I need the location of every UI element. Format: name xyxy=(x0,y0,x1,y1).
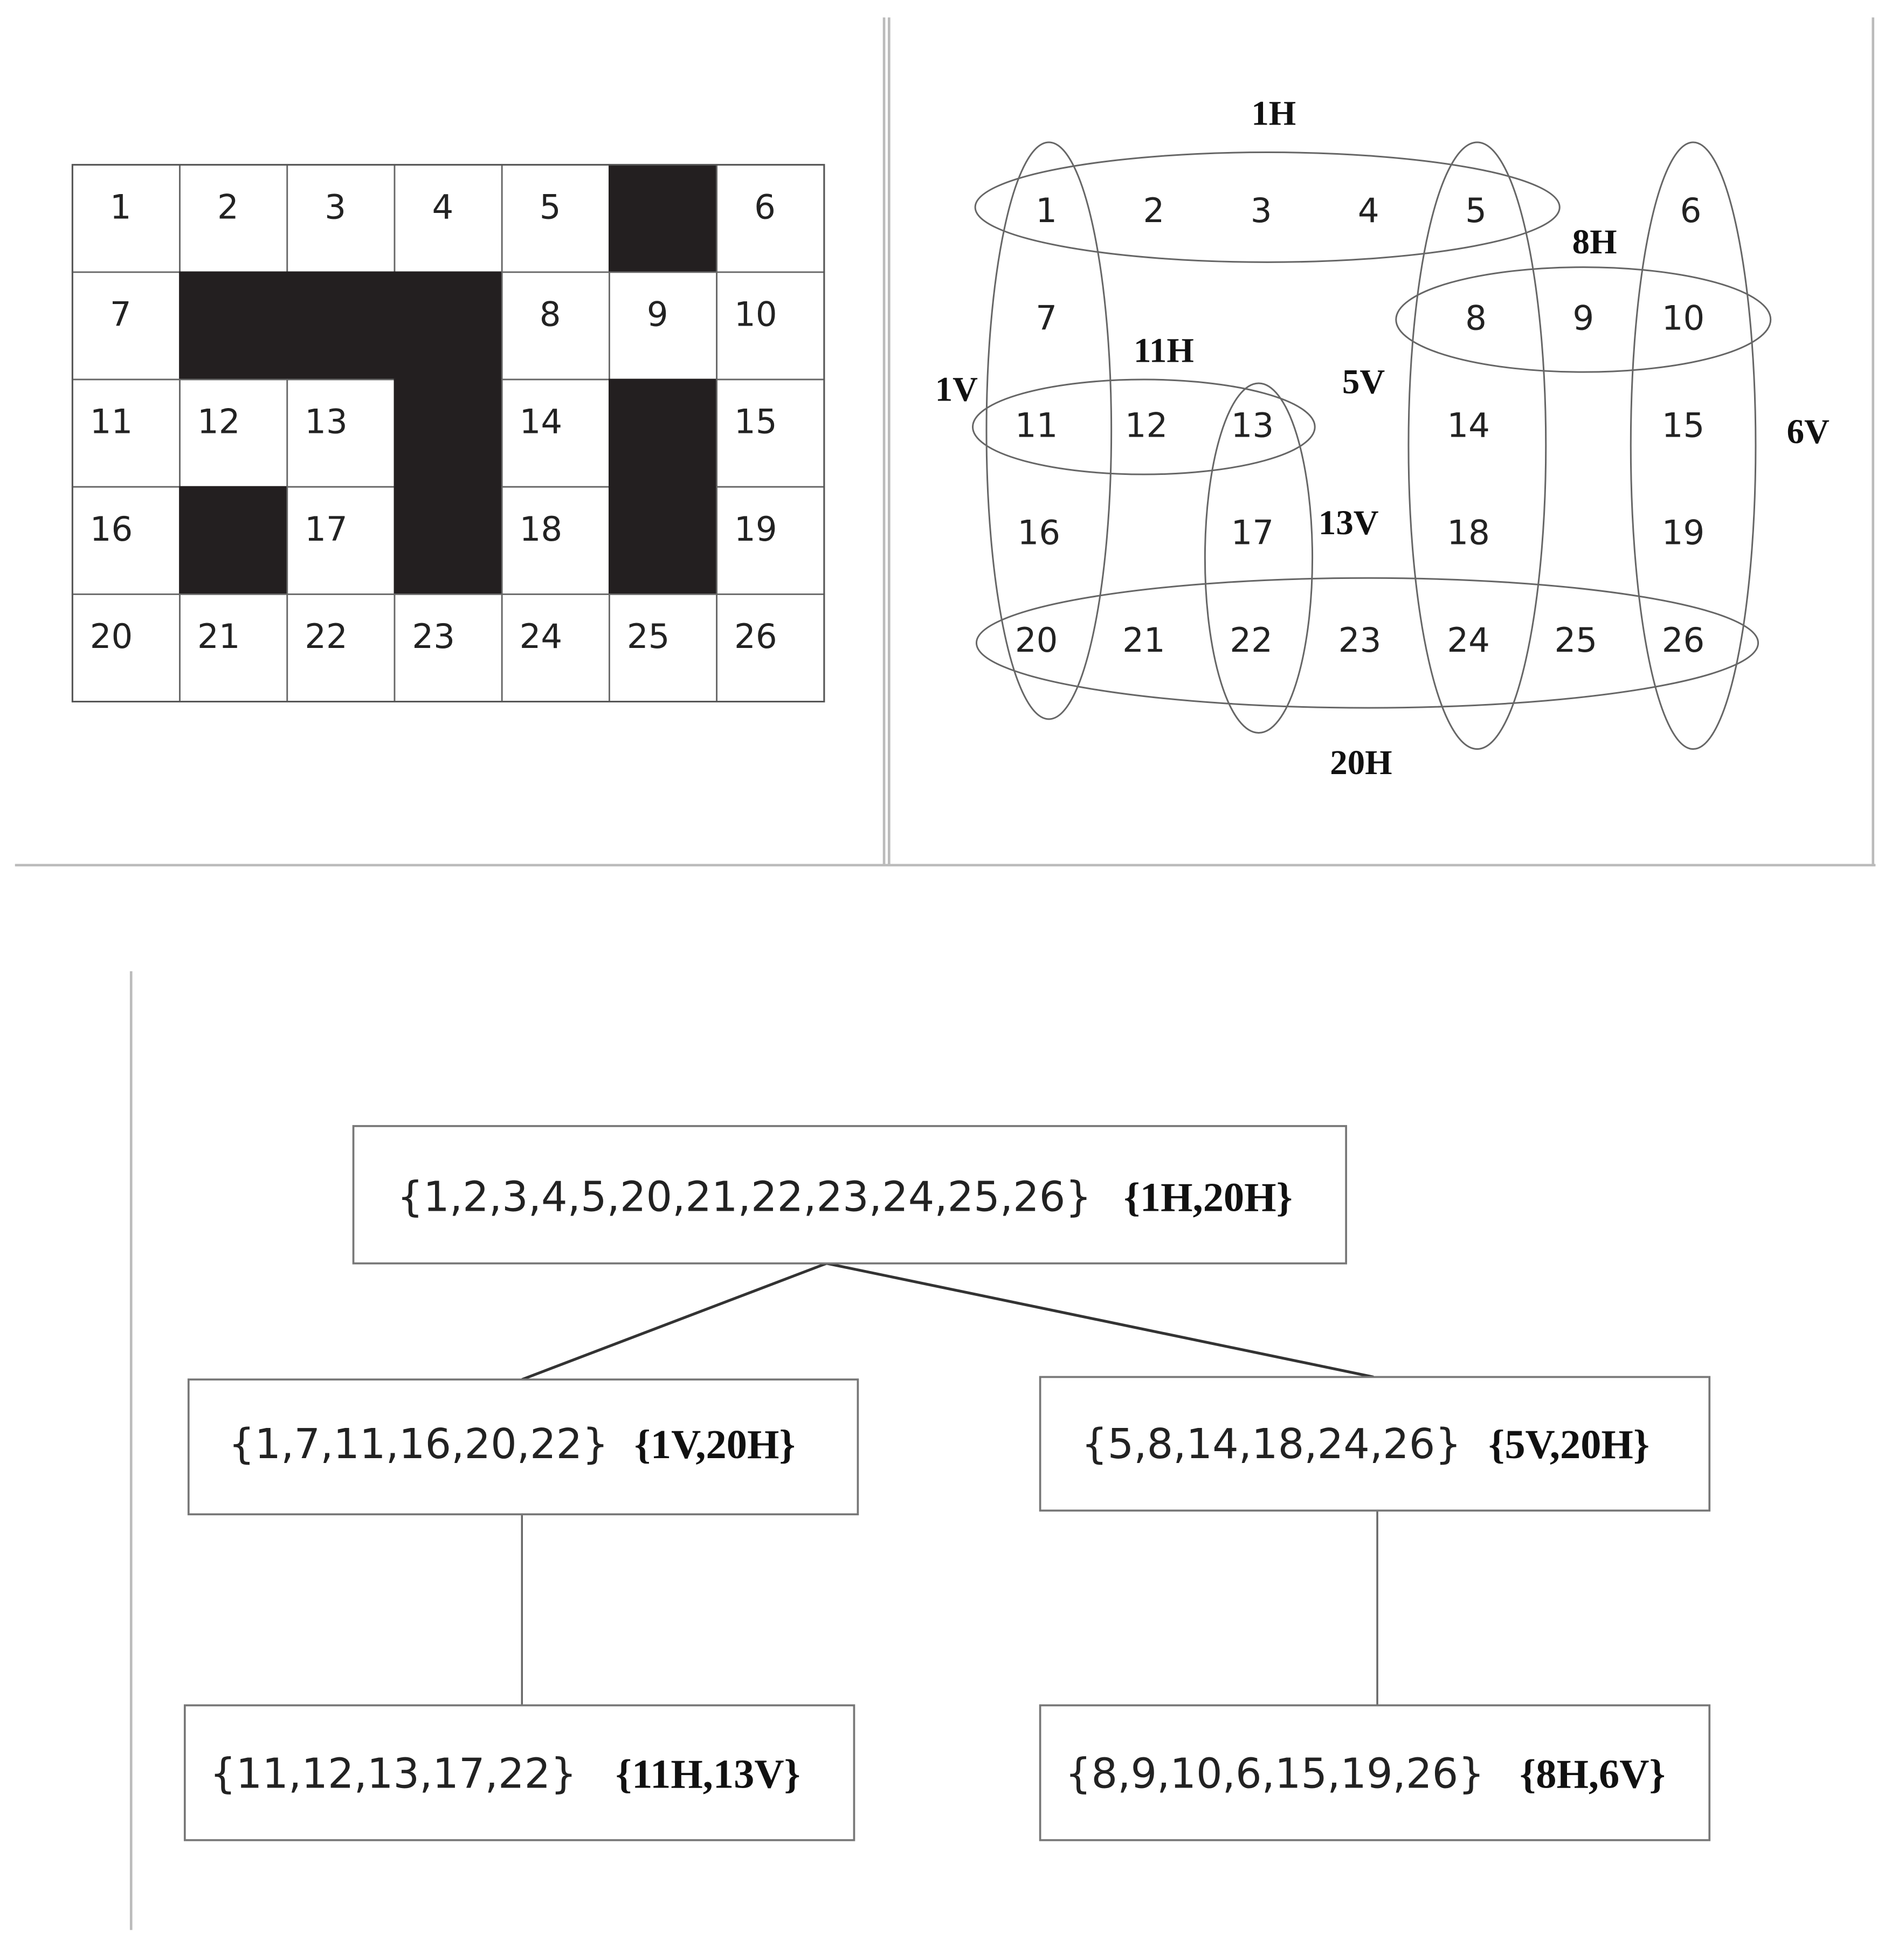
grid-cell-blocked xyxy=(180,487,287,594)
hyperedge-label-1H: 1H xyxy=(1251,94,1296,133)
vertex-12: 12 xyxy=(1124,405,1168,445)
grid-cell-number: 24 xyxy=(519,616,563,656)
grid-cell-blocked xyxy=(287,272,395,379)
grid-cell-number: 7 xyxy=(109,294,132,334)
tree-node-right-child[interactable] xyxy=(1040,1706,1710,1840)
hyperedge-label-1V: 1V xyxy=(935,370,978,409)
grid-cell-number: 21 xyxy=(197,616,240,656)
decomposition-tree xyxy=(185,1126,1709,1840)
grid-cell-number: 13 xyxy=(305,402,348,441)
grid-cell-blocked xyxy=(180,272,287,379)
vertex-25: 25 xyxy=(1554,620,1598,660)
grid-cell-number: 23 xyxy=(412,616,455,656)
grid-cell-number: 8 xyxy=(539,294,561,334)
node-edges: {1V,20H} xyxy=(634,1421,796,1467)
tree-node-right[interactable] xyxy=(1040,1377,1710,1510)
hyperedge-label-20H: 20H xyxy=(1330,743,1392,782)
hypergraph-panel xyxy=(935,94,1830,782)
hyperedge-label-13V: 13V xyxy=(1318,503,1379,543)
vertex-2: 2 xyxy=(1143,191,1165,231)
vertex-18: 18 xyxy=(1447,513,1490,553)
grid-cell-number: 15 xyxy=(734,402,777,441)
grid-cell-number: 22 xyxy=(305,616,348,656)
vertex-10: 10 xyxy=(1661,298,1705,338)
vertex-15: 15 xyxy=(1661,405,1705,445)
node-edges: {11H,13V} xyxy=(616,1751,800,1797)
vertex-11: 11 xyxy=(1014,405,1058,445)
grid-cell-number: 3 xyxy=(325,187,347,227)
grid-cell-number: 20 xyxy=(89,616,133,656)
grid-cell-blocked xyxy=(395,272,502,379)
vertex-26: 26 xyxy=(1661,620,1705,660)
node-set: {11,12,13,17,22} xyxy=(210,1750,577,1798)
grid-cell-blocked xyxy=(609,487,716,594)
grid-cell-number: 25 xyxy=(626,616,670,656)
grid-cell-number: 12 xyxy=(197,402,240,441)
grid-cell-number: 14 xyxy=(519,402,563,441)
grid-cell-number: 18 xyxy=(519,509,563,549)
grid-cell-number: 6 xyxy=(754,187,776,227)
tree-node-left[interactable] xyxy=(189,1379,858,1514)
grid-cell-number: 2 xyxy=(217,187,239,227)
grid-cell-number: 19 xyxy=(734,509,777,549)
grid-cell-number: 1 xyxy=(109,187,132,227)
vertex-22: 22 xyxy=(1230,620,1273,660)
vertex-19: 19 xyxy=(1661,513,1705,553)
maze-grid xyxy=(72,165,824,702)
tree-node-left-child[interactable] xyxy=(185,1706,854,1840)
vertex-3: 3 xyxy=(1250,191,1272,231)
tree-node-root[interactable] xyxy=(354,1126,1347,1264)
vertex-20: 20 xyxy=(1014,620,1058,660)
grid-cell-number: 16 xyxy=(89,509,133,549)
vertex-14: 14 xyxy=(1447,405,1490,445)
node-edges: {1H,20H} xyxy=(1123,1174,1293,1220)
vertex-7: 7 xyxy=(1036,298,1058,338)
node-set: {1,2,3,4,5,20,21,22,23,24,25,26} xyxy=(397,1173,1092,1221)
vertex-21: 21 xyxy=(1122,620,1165,660)
grid-cell-number: 17 xyxy=(305,509,348,549)
vertex-16: 16 xyxy=(1017,513,1061,553)
grid-cell-number: 10 xyxy=(734,294,777,334)
grid-cell-blocked xyxy=(395,487,502,594)
node-edges: {8H,6V} xyxy=(1520,1751,1666,1797)
grid-cell-blocked xyxy=(609,165,716,272)
vertex-6: 6 xyxy=(1680,191,1702,231)
vertex-9: 9 xyxy=(1572,298,1595,338)
tree-edge-root-left xyxy=(522,1264,826,1379)
vertex-13: 13 xyxy=(1231,405,1274,445)
node-set: {1,7,11,16,20,22} xyxy=(228,1420,609,1468)
grid-cell-blocked xyxy=(609,379,716,487)
vertex-8: 8 xyxy=(1465,298,1487,338)
vertex-23: 23 xyxy=(1338,620,1382,660)
vertex-1: 1 xyxy=(1036,191,1058,231)
grid-cell-number: 11 xyxy=(89,402,133,441)
grid-cell-number: 4 xyxy=(432,187,454,227)
vertex-17: 17 xyxy=(1231,513,1274,553)
node-edges: {5V,20H} xyxy=(1488,1421,1649,1467)
hyperedge-label-6V: 6V xyxy=(1786,412,1830,452)
grid-cell-blocked xyxy=(395,379,502,487)
tree-edge-root-right xyxy=(826,1264,1374,1377)
node-set: {5,8,14,18,24,26} xyxy=(1081,1420,1462,1468)
vertex-4: 4 xyxy=(1357,191,1379,231)
vertex-24: 24 xyxy=(1447,620,1490,660)
hyperedge-label-11H: 11H xyxy=(1134,331,1194,370)
grid-cell-number: 5 xyxy=(539,187,561,227)
hyperedge-label-5V: 5V xyxy=(1342,362,1385,402)
vertex-5: 5 xyxy=(1465,191,1487,231)
grid-cell-number: 9 xyxy=(646,294,668,334)
node-set: {8,9,10,6,15,19,26} xyxy=(1065,1750,1485,1798)
grid-cell-number: 26 xyxy=(734,616,777,656)
hyperedge-label-8H: 8H xyxy=(1572,223,1617,262)
